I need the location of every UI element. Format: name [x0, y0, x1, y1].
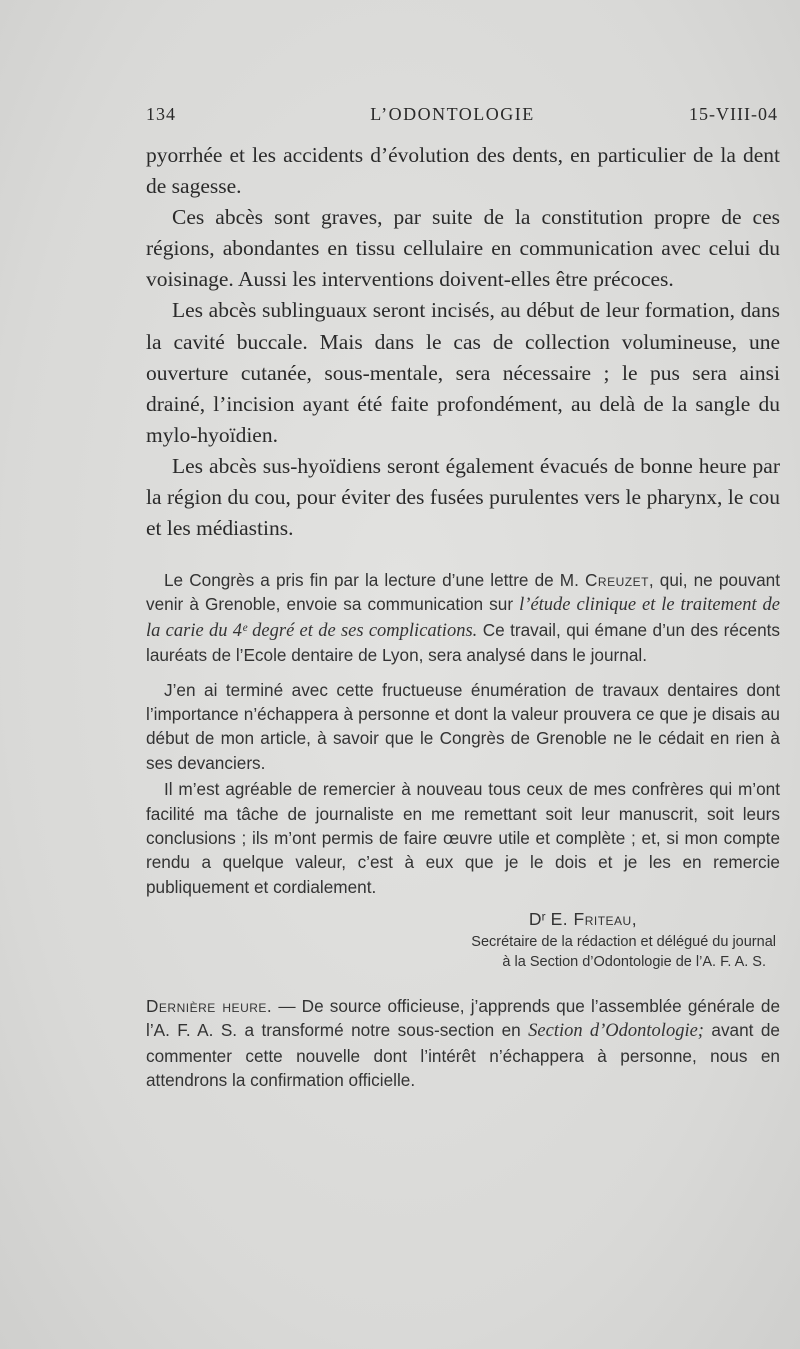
paragraph: Les abcès sublinguaux seront incisés, au début de leur formation, dans la cavité buccale. Mais dans le cas de collection volumineuse, une ouverture cutanée, sous-mentale, sera nécessaire ; le pus sera ainsi drainé, l’incision ayant été faite profondément, au delà de la sangle du mylo-hyoïdien.	[146, 298, 780, 447]
text-run: Ce travail, qui émane d’un des récents lauréats de l’Ecole dentaire de Lyon, sera analysé dans le journal.	[146, 619, 780, 666]
paragraph	[146, 568, 780, 668]
signature-author: E. Friteau,	[550, 909, 638, 930]
paragraph: J’en ai terminé avec cette fructueuse énumération de travaux dentaires dont l’importance n’échappera à personne et dont la valeur prouvera ce que je disais au début de mon article, à savoir que le Congrès de Grenoble ne le cédait en rien à ses devanciers.	[146, 679, 780, 773]
italic-term: Section d’Odontologie;	[528, 1021, 704, 1042]
paragraph: pyorrhée et les accidents d’évolution des dents, en particulier de la dent de sagesse.	[146, 143, 780, 199]
signature-name	[146, 907, 780, 931]
text-run: avant de commenter cette nouvelle dont l’intérêt n’échappera à personne, nous en attendrons la confirmation officielle.	[146, 1020, 780, 1090]
page-number: 134	[146, 104, 176, 124]
signature-block	[146, 907, 780, 971]
closing-section	[146, 568, 780, 1092]
running-header	[146, 104, 778, 125]
issue-date: 15-VIII-04	[689, 104, 778, 124]
paragraph: Ces abcès sont graves, par suite de la constitution propre de ces régions, abondantes en tissu cellulaire en communication avec celui du voisinage. Aussi les interventions doivent-elles être précoces.	[146, 205, 780, 292]
text-run: , qui, ne pouvant venir à Grenoble, envoie sa communication sur	[146, 570, 780, 615]
article-body	[146, 140, 780, 544]
italic-title: l’étude clinique et le traitement de la carie du 4ᵉ degré et de ses complications.	[146, 595, 780, 641]
journal-title: L’ODONTOLOGIE	[370, 104, 535, 124]
late-news-paragraph	[146, 994, 780, 1093]
dash: —	[272, 995, 302, 1016]
signature-role: Secrétaire de la rédaction et délégué du journal	[471, 933, 776, 950]
text-run: Le Congrès a pris fin par la lecture d’une lettre de M.	[164, 570, 579, 590]
late-news-label: Dernière heure.	[146, 995, 273, 1016]
text-run: De source officieuse, j’apprends que l’assemblée générale de l’A. F. A. S. a transformé notre sous-section en	[146, 995, 781, 1041]
signature-title: Dʳ	[528, 909, 546, 930]
paragraph: Les abcès sus-hyoïdiens seront également évacués de bonne heure par la région du cou, pour éviter des fusées purulentes vers le pharynx, le cou et les médiastins.	[146, 453, 780, 541]
signature-affiliation: à la Section d’Odontologie de l’A. F. A. S.	[502, 953, 766, 970]
author-name: Creuzet	[585, 570, 649, 590]
paragraph: Il m’est agréable de remercier à nouveau tous ceux de mes confrères qui m’ont facilité ma tâche de journaliste en me remettant soit leur manuscrit, soit leurs conclusions ; ils m’ont permis de faire œuvre utile et complète ; et, si mon compte rendu a quelque valeur, c’est à eux que je le dois et je les en remercie publiquement et cordialement.	[146, 779, 780, 897]
